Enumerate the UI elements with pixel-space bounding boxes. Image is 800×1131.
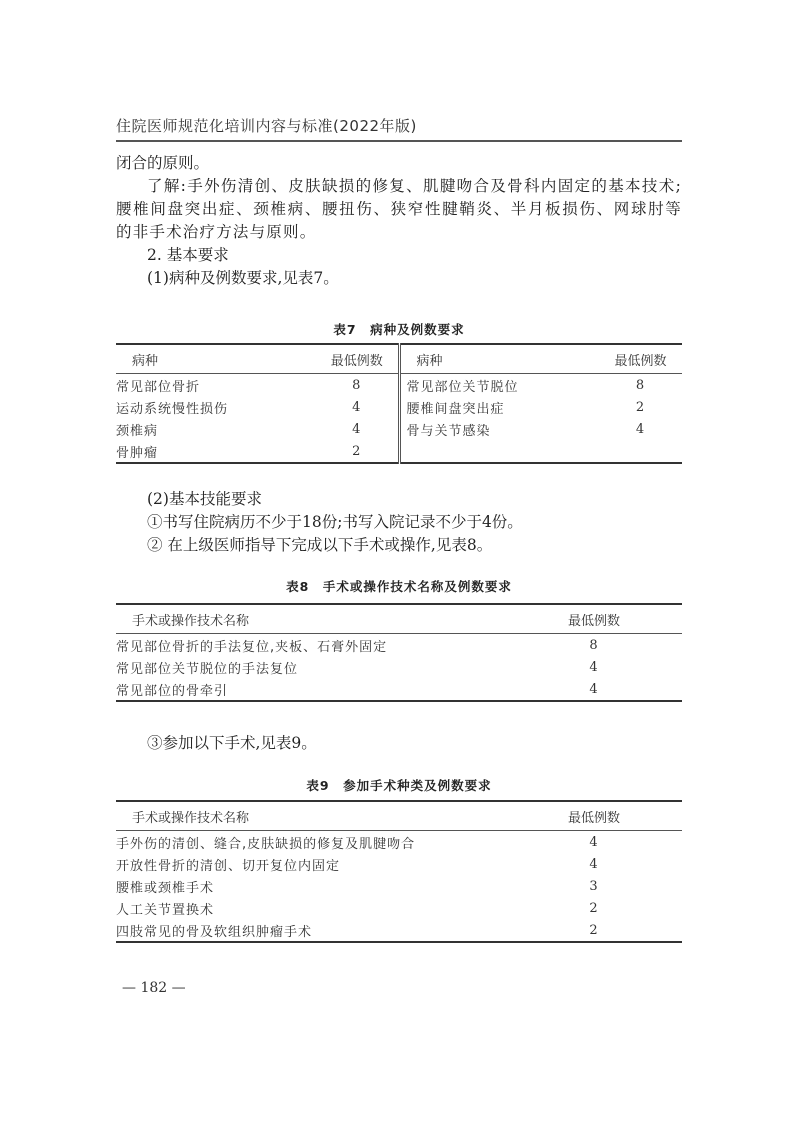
- table7-header-row: [116, 344, 682, 374]
- table-row: [116, 919, 682, 942]
- cell: 腰椎或颈椎手术: [116, 880, 215, 896]
- column-header: 最低例数: [567, 810, 620, 826]
- cell: 8: [589, 637, 599, 653]
- cell: 四肢常见的骨及软组织肿瘤手术: [116, 924, 313, 940]
- cell: 2: [589, 900, 599, 916]
- page-number: — 182 —: [122, 980, 186, 996]
- table-row: [116, 678, 682, 701]
- paragraph: (2)基本技能要求: [147, 490, 262, 508]
- cell: 常见部位骨折的手法复位,夹板、石膏外固定: [116, 639, 388, 655]
- cell: 常见部位关节脱位: [399, 374, 599, 397]
- paragraph: 闭合的原则。: [116, 154, 210, 172]
- cell: 4: [589, 856, 599, 872]
- cell: 常见部位的骨牵引: [116, 683, 229, 699]
- table-row: [116, 440, 682, 463]
- cell: 4: [635, 421, 646, 437]
- cell: 常见部位骨折: [116, 379, 201, 395]
- column-header: 最低例数: [330, 353, 383, 369]
- cell: [599, 440, 682, 463]
- table7: [116, 343, 682, 464]
- column-header: 手术或操作技术名称: [132, 810, 250, 826]
- cell: 4: [589, 681, 599, 697]
- cell: 手外伤的清创、缝合,皮肤缺损的修复及肌腱吻合: [116, 836, 416, 852]
- cell: 骨与关节感染: [399, 418, 599, 440]
- cell: 4: [589, 659, 599, 675]
- cell: 8: [352, 377, 362, 393]
- body-section-1: [116, 152, 682, 290]
- column-header: 手术或操作技术名称: [132, 613, 250, 629]
- column-header: 病种: [399, 344, 599, 374]
- table-row: [116, 853, 682, 875]
- table-row: [116, 656, 682, 678]
- table9-header-row: [116, 801, 682, 831]
- table8: [116, 603, 682, 702]
- cell: 4: [352, 421, 362, 437]
- cell: 4: [352, 399, 362, 415]
- cell: 2: [352, 443, 362, 459]
- table-row: [116, 634, 682, 657]
- table-row: [116, 875, 682, 897]
- body-section-2: [116, 488, 682, 557]
- header-rule: [116, 140, 682, 142]
- cell: 2: [635, 399, 646, 415]
- cell: 常见部位关节脱位的手法复位: [116, 661, 299, 677]
- body-section-3: [116, 732, 682, 755]
- table-row: [116, 374, 682, 397]
- cell: 运动系统慢性损伤: [116, 401, 229, 417]
- paragraph: ①书写住院病历不少于18份;书写入院记录不少于4份。: [147, 513, 523, 531]
- table8-caption: 表8 手术或操作技术名称及例数要求: [286, 579, 512, 594]
- table9: [116, 800, 682, 943]
- table9-caption: 表9 参加手术种类及例数要求: [306, 778, 492, 793]
- cell: 骨肿瘤: [116, 445, 159, 461]
- column-header: 最低例数: [614, 353, 667, 369]
- cell: 2: [589, 922, 599, 938]
- cell: 开放性骨折的清创、切开复位内固定: [116, 858, 341, 874]
- table-row: [116, 831, 682, 854]
- table8-header-row: [116, 604, 682, 634]
- table7-caption: 表7 病种及例数要求: [333, 322, 465, 337]
- cell: 人工关节置换术: [116, 902, 215, 918]
- table-row: [116, 396, 682, 418]
- table-row: [116, 897, 682, 919]
- cell: 8: [635, 377, 646, 393]
- paragraph: ② 在上级医师指导下完成以下手术或操作,见表8。: [147, 536, 493, 554]
- column-header: 病种: [132, 353, 159, 369]
- running-header: 住院医师规范化培训内容与标准(2022年版): [116, 117, 417, 135]
- cell: 3: [589, 878, 599, 894]
- cell: 颈椎病: [116, 423, 159, 439]
- cell: [399, 440, 599, 463]
- paragraph: 了解:手外伤清创、皮肤缺损的修复、肌腱吻合及骨科内固定的基本技术;腰椎间盘突出症、颈椎病、腰扭伤、狭窄性腱鞘炎、半月板损伤、网球肘等的非手术治疗方法与原则。: [116, 177, 682, 241]
- table-row: [116, 418, 682, 440]
- section-heading: 2. 基本要求: [147, 246, 229, 264]
- paragraph: (1)病种及例数要求,见表7。: [147, 269, 339, 287]
- cell: 腰椎间盘突出症: [399, 396, 599, 418]
- cell: 4: [589, 834, 599, 850]
- paragraph: ③参加以下手术,见表9。: [147, 734, 317, 752]
- column-header: 最低例数: [567, 613, 620, 629]
